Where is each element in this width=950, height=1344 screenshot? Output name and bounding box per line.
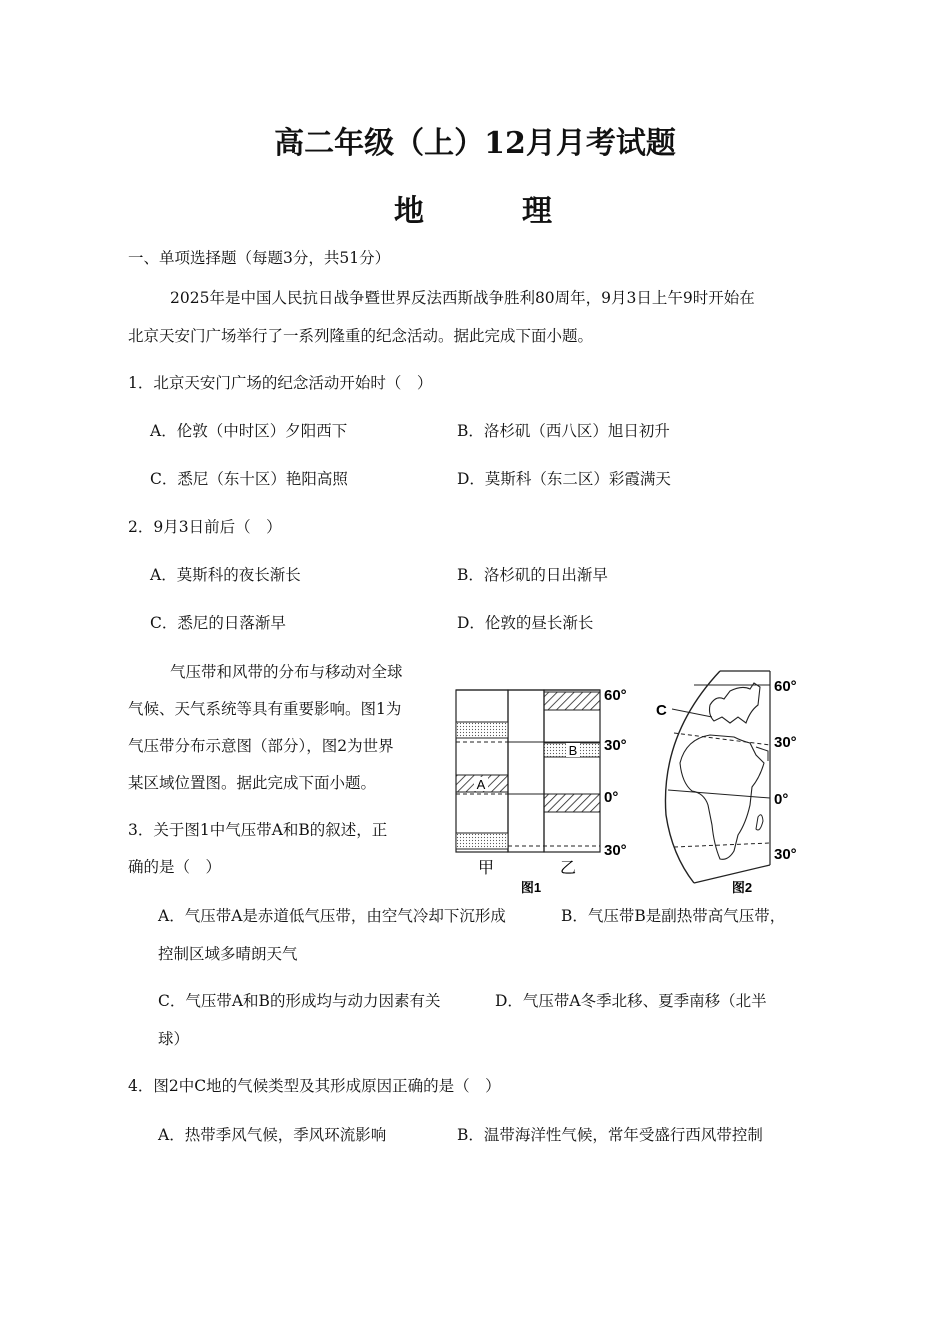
- question4-option-a: A．热带季风气候，季风环流影响: [158, 1126, 387, 1144]
- question1-option-c: C．悉尼（东十区）艳阳高照: [150, 470, 348, 488]
- figure1-caption: 图1: [520, 880, 542, 895]
- figure1-lat-0: 0°: [604, 789, 619, 806]
- passage2-line2: 气候、天气系统等具有重要影响。图1为: [128, 700, 402, 718]
- question3-option-c: C．气压带A和B的形成均与动力因素有关: [158, 992, 441, 1010]
- passage2-line3: 气压带分布示意图（部分），图2为世界: [128, 737, 394, 755]
- question3-option-b: B．气压带B是副热带高气压带，: [561, 907, 786, 925]
- figure1-lat-30n: 30°: [604, 737, 627, 754]
- question3-option-d-cont: 球）: [158, 1030, 190, 1048]
- figure2-label-c: C: [656, 702, 667, 719]
- question1-option-a: A．伦敦（中时区）夕阳西下: [150, 422, 348, 440]
- passage2-line1: 气压带和风带的分布与移动对全球: [170, 663, 403, 681]
- figure2-lat-30n: 30°: [774, 734, 797, 751]
- figure1-label-b: B: [568, 743, 578, 758]
- figure1-lat-30s: 30°: [604, 842, 627, 859]
- section-heading: 一、单项选择题（每题3分，共51分）: [128, 249, 391, 267]
- figure1-lat-60: 60°: [604, 687, 627, 704]
- figure1-col-right: 乙: [559, 860, 577, 877]
- question3-option-d: D．气压带A冬季北移、夏季南移（北半: [495, 992, 767, 1010]
- question2-option-a: A．莫斯科的夜长渐长: [150, 566, 301, 584]
- question3-option-a: A．气压带A是赤道低气压带，由空气冷却下沉形成: [158, 907, 506, 925]
- question1-stem: 1．北京天安门广场的纪念活动开始时（ ）: [128, 374, 433, 392]
- figure2-lat-60: 60°: [774, 678, 797, 695]
- question2-option-d: D．伦敦的昼长渐长: [457, 614, 594, 632]
- question2-option-b: B．洛杉矶的日出渐早: [457, 566, 608, 584]
- figure2-lat-0: 0°: [774, 791, 789, 808]
- question1-option-b: B．洛杉矶（西八区）旭日初升: [457, 422, 670, 440]
- question3-stem-line1: 3．关于图1中气压带A和B的叙述，正: [128, 821, 388, 839]
- passage2-line4: 某区域位置图。据此完成下面小题。: [128, 774, 377, 792]
- question4-stem: 4．图2中C地的气候类型及其形成原因正确的是（ ）: [128, 1077, 501, 1095]
- figure2-lat-30s: 30°: [774, 846, 797, 863]
- question2-stem: 2．9月3日前后（ ）: [128, 518, 282, 536]
- question4-option-b: B．温带海洋性气候，常年受盛行西风带控制: [457, 1126, 763, 1144]
- figure2-region-map: [650, 665, 810, 900]
- passage1-line1: 2025年是中国人民抗日战争暨世界反法西斯战争胜利80周年，9月3日上午9时开始在: [170, 289, 755, 307]
- subject-title: 地 理: [394, 194, 586, 229]
- figure1-label-a: A: [476, 777, 486, 792]
- question3-option-b-cont: 控制区域多晴朗天气: [158, 945, 298, 963]
- question1-option-d: D．莫斯科（东二区）彩霞满天: [457, 470, 671, 488]
- question2-option-c: C．悉尼的日落渐早: [150, 614, 286, 632]
- page-title: 高二年级（上）12月月考试题: [274, 126, 676, 161]
- figure1-pressure-belt-diagram: [450, 680, 640, 900]
- question3-stem-line2: 确的是（ ）: [128, 858, 222, 876]
- passage1-line2: 北京天安门广场举行了一系列隆重的纪念活动。据此完成下面小题。: [128, 327, 594, 345]
- figure2-caption: 图2: [731, 880, 753, 895]
- figure1-col-left: 甲: [477, 860, 495, 877]
